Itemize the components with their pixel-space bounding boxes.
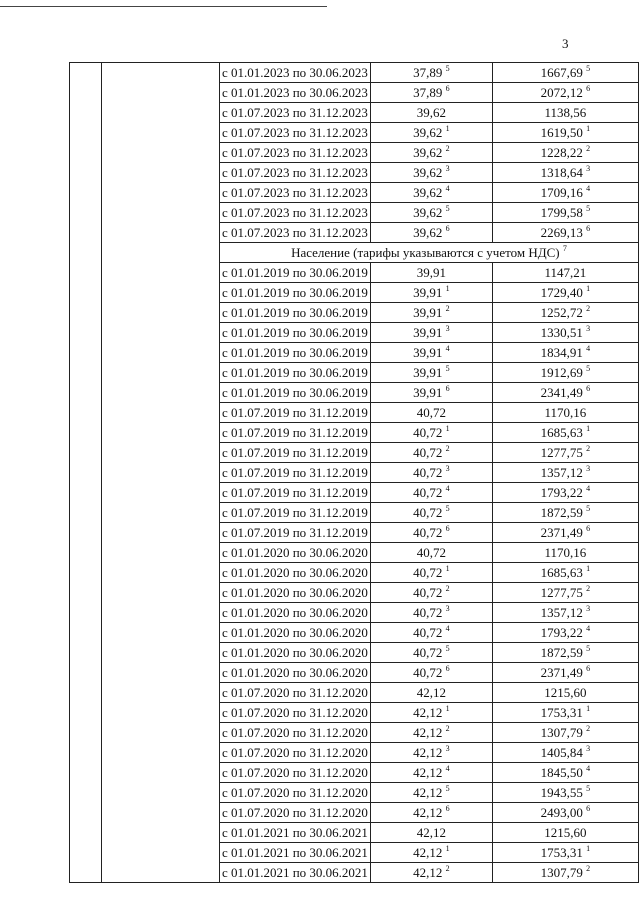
rate-cell bbox=[370, 443, 492, 463]
footnote-marker: 6 bbox=[586, 664, 591, 673]
rate-cell bbox=[370, 803, 492, 823]
rate-cell bbox=[370, 563, 492, 583]
period-cell: с 01.07.2020 по 31.12.2020 bbox=[219, 703, 370, 723]
price-cell-text: 1834,91 bbox=[540, 345, 583, 360]
tariff-table bbox=[69, 62, 639, 883]
rate-cell-text: 39,62 bbox=[413, 125, 443, 140]
rate-cell-text: 40,72 bbox=[413, 525, 443, 540]
rate-cell bbox=[370, 743, 492, 763]
footnote-marker: 6 bbox=[445, 524, 450, 533]
period-cell: с 01.07.2020 по 31.12.2020 bbox=[219, 743, 370, 763]
period-cell: с 01.01.2019 по 30.06.2019 bbox=[219, 303, 370, 323]
footnote-marker: 6 bbox=[445, 224, 450, 233]
rate-cell bbox=[370, 343, 492, 363]
period-cell: с 01.07.2019 по 31.12.2019 bbox=[219, 423, 370, 443]
price-cell bbox=[492, 583, 638, 603]
footnote-marker: 1 bbox=[586, 424, 591, 433]
footnote-marker: 3 bbox=[445, 744, 450, 753]
price-cell bbox=[492, 683, 638, 703]
footnote-marker: 4 bbox=[586, 484, 591, 493]
footnote-marker: 5 bbox=[445, 64, 450, 73]
footnote-marker: 5 bbox=[586, 64, 591, 73]
period-cell: с 01.07.2023 по 31.12.2023 bbox=[219, 143, 370, 163]
price-cell-text: 1357,12 bbox=[540, 605, 583, 620]
footnote-marker: 5 bbox=[445, 504, 450, 513]
rate-cell-text: 39,91 bbox=[413, 325, 443, 340]
rate-cell-text: 40,72 bbox=[413, 565, 443, 580]
price-cell bbox=[492, 743, 638, 763]
price-cell bbox=[492, 163, 638, 183]
empty-column-2 bbox=[102, 63, 220, 883]
rate-cell bbox=[370, 783, 492, 803]
rate-cell-text: 37,89 bbox=[413, 65, 443, 80]
period-cell: с 01.07.2020 по 31.12.2020 bbox=[219, 783, 370, 803]
period-cell: с 01.07.2019 по 31.12.2019 bbox=[219, 403, 370, 423]
footnote-marker: 6 bbox=[586, 84, 591, 93]
footnote-marker: 1 bbox=[445, 564, 450, 573]
footnote-marker: 4 bbox=[445, 764, 450, 773]
price-cell-text: 1277,75 bbox=[540, 585, 583, 600]
period-cell: с 01.01.2019 по 30.06.2019 bbox=[219, 363, 370, 383]
period-cell: с 01.01.2020 по 30.06.2020 bbox=[219, 583, 370, 603]
rate-cell-text: 39,91 bbox=[413, 345, 443, 360]
rate-cell-text: 39,91 bbox=[413, 385, 443, 400]
price-cell bbox=[492, 763, 638, 783]
footnote-marker: 6 bbox=[586, 384, 591, 393]
footnote-marker: 2 bbox=[586, 444, 591, 453]
rate-cell bbox=[370, 203, 492, 223]
rate-cell-text: 39,62 bbox=[416, 105, 446, 120]
rate-cell bbox=[370, 643, 492, 663]
period-cell: с 01.07.2019 по 31.12.2019 bbox=[219, 523, 370, 543]
footnote-marker: 1 bbox=[445, 704, 450, 713]
rate-cell-text: 39,62 bbox=[413, 225, 443, 240]
rate-cell-text: 40,72 bbox=[413, 625, 443, 640]
price-cell bbox=[492, 843, 638, 863]
footnote-marker: 4 bbox=[586, 184, 591, 193]
rate-cell-text: 40,72 bbox=[413, 665, 443, 680]
footnote-marker: 4 bbox=[445, 484, 450, 493]
price-cell-text: 1405,84 bbox=[540, 745, 583, 760]
rate-cell bbox=[370, 543, 492, 563]
price-cell bbox=[492, 303, 638, 323]
rate-cell bbox=[370, 463, 492, 483]
price-cell bbox=[492, 783, 638, 803]
footnote-marker: 6 bbox=[445, 804, 450, 813]
price-cell-text: 2493,00 bbox=[540, 805, 583, 820]
footnote-marker: 5 bbox=[586, 644, 591, 653]
rate-cell bbox=[370, 763, 492, 783]
rate-cell bbox=[370, 183, 492, 203]
rate-cell bbox=[370, 263, 492, 283]
price-cell bbox=[492, 323, 638, 343]
rate-cell-text: 39,62 bbox=[413, 165, 443, 180]
price-cell bbox=[492, 643, 638, 663]
price-cell bbox=[492, 343, 638, 363]
price-cell bbox=[492, 723, 638, 743]
rate-cell-text: 42,12 bbox=[413, 865, 443, 880]
rate-cell-text: 42,12 bbox=[416, 685, 446, 700]
rate-cell bbox=[370, 103, 492, 123]
footnote-marker: 3 bbox=[445, 464, 450, 473]
rate-cell-text: 42,12 bbox=[416, 825, 446, 840]
period-cell: с 01.01.2020 по 30.06.2020 bbox=[219, 623, 370, 643]
rate-cell bbox=[370, 323, 492, 343]
price-cell-text: 1872,59 bbox=[540, 645, 583, 660]
rate-cell-text: 39,91 bbox=[413, 365, 443, 380]
footnote-marker: 3 bbox=[445, 604, 450, 613]
price-cell-text: 1872,59 bbox=[540, 505, 583, 520]
price-cell-text: 1912,69 bbox=[540, 365, 583, 380]
price-cell bbox=[492, 123, 638, 143]
footnote-marker: 6 bbox=[586, 804, 591, 813]
price-cell-text: 1228,22 bbox=[540, 145, 583, 160]
price-cell bbox=[492, 483, 638, 503]
rate-cell-text: 40,72 bbox=[413, 465, 443, 480]
period-cell: с 01.01.2020 по 30.06.2020 bbox=[219, 643, 370, 663]
price-cell-text: 1170,16 bbox=[544, 545, 587, 560]
rate-cell-text: 39,91 bbox=[413, 305, 443, 320]
rate-cell-text: 42,12 bbox=[413, 845, 443, 860]
price-cell bbox=[492, 863, 638, 883]
period-cell: с 01.01.2019 по 30.06.2019 bbox=[219, 263, 370, 283]
footnote-marker: 6 bbox=[445, 84, 450, 93]
price-cell-text: 1318,64 bbox=[540, 165, 583, 180]
period-cell: с 01.07.2023 по 31.12.2023 bbox=[219, 123, 370, 143]
rate-cell bbox=[370, 723, 492, 743]
price-cell-text: 2371,49 bbox=[540, 525, 583, 540]
price-cell-text: 2341,49 bbox=[540, 385, 583, 400]
rate-cell-text: 40,72 bbox=[416, 545, 446, 560]
footnote-marker: 5 bbox=[445, 364, 450, 373]
price-cell bbox=[492, 83, 638, 103]
price-cell-text: 1943,55 bbox=[540, 785, 583, 800]
price-cell-text: 1357,12 bbox=[540, 465, 583, 480]
period-cell: с 01.01.2019 по 30.06.2019 bbox=[219, 343, 370, 363]
period-cell: с 01.01.2023 по 30.06.2023 bbox=[219, 83, 370, 103]
footnote-marker: 2 bbox=[445, 724, 450, 733]
footnote-marker: 2 bbox=[586, 864, 591, 873]
price-cell bbox=[492, 183, 638, 203]
rate-cell bbox=[370, 523, 492, 543]
rate-cell bbox=[370, 483, 492, 503]
price-cell bbox=[492, 103, 638, 123]
price-cell-text: 1307,79 bbox=[540, 725, 583, 740]
rate-cell-text: 40,72 bbox=[413, 645, 443, 660]
rate-cell bbox=[370, 363, 492, 383]
footnote-marker: 3 bbox=[586, 164, 591, 173]
rate-cell bbox=[370, 823, 492, 843]
period-cell: с 01.01.2021 по 30.06.2021 bbox=[219, 863, 370, 883]
period-cell: с 01.07.2020 по 31.12.2020 bbox=[219, 803, 370, 823]
period-cell: с 01.01.2020 по 30.06.2020 bbox=[219, 663, 370, 683]
rate-cell bbox=[370, 123, 492, 143]
price-cell bbox=[492, 383, 638, 403]
price-cell-text: 1307,79 bbox=[540, 865, 583, 880]
rate-cell-text: 39,91 bbox=[413, 285, 443, 300]
rate-cell-text: 42,12 bbox=[413, 805, 443, 820]
footnote-marker: 5 bbox=[586, 504, 591, 513]
period-cell: с 01.07.2023 по 31.12.2023 bbox=[219, 183, 370, 203]
price-cell-text: 1793,22 bbox=[540, 625, 583, 640]
rate-cell bbox=[370, 623, 492, 643]
footnote-marker: 6 bbox=[586, 524, 591, 533]
footnote-marker: 5 bbox=[586, 784, 591, 793]
footnote-marker: 4 bbox=[445, 344, 450, 353]
section-header bbox=[219, 243, 638, 263]
rate-cell bbox=[370, 403, 492, 423]
price-cell bbox=[492, 703, 638, 723]
price-cell-text: 1799,58 bbox=[540, 205, 583, 220]
footnote-marker: 3 bbox=[445, 164, 450, 173]
footnote-marker: 5 bbox=[445, 784, 450, 793]
period-cell: с 01.07.2019 по 31.12.2019 bbox=[219, 503, 370, 523]
rate-cell-text: 39,62 bbox=[413, 145, 443, 160]
period-cell: с 01.01.2021 по 30.06.2021 bbox=[219, 843, 370, 863]
rate-cell-text: 42,12 bbox=[413, 765, 443, 780]
footnote-marker: 2 bbox=[445, 584, 450, 593]
footnote-marker: 6 bbox=[445, 384, 450, 393]
rate-cell-text: 40,72 bbox=[413, 605, 443, 620]
price-cell-text: 1252,72 bbox=[540, 305, 583, 320]
price-cell-text: 1667,69 bbox=[540, 65, 583, 80]
footnote-marker: 2 bbox=[445, 444, 450, 453]
price-cell-text: 1685,63 bbox=[540, 425, 583, 440]
period-cell: с 01.07.2023 по 31.12.2023 bbox=[219, 203, 370, 223]
rate-cell bbox=[370, 383, 492, 403]
footnote-marker: 5 bbox=[445, 204, 450, 213]
rate-cell bbox=[370, 423, 492, 443]
footnote-marker: 1 bbox=[445, 424, 450, 433]
price-cell-text: 1729,40 bbox=[540, 285, 583, 300]
footnote-marker: 1 bbox=[586, 124, 591, 133]
price-cell-text: 2269,13 bbox=[540, 225, 583, 240]
price-cell-text: 1845,50 bbox=[540, 765, 583, 780]
price-cell-text: 2072,12 bbox=[540, 85, 583, 100]
price-cell bbox=[492, 63, 638, 83]
price-cell-text: 1215,60 bbox=[544, 825, 587, 840]
period-cell: с 01.01.2023 по 30.06.2023 bbox=[219, 63, 370, 83]
rate-cell bbox=[370, 503, 492, 523]
footnote-marker: 5 bbox=[586, 364, 591, 373]
footnote-marker: 4 bbox=[445, 624, 450, 633]
period-cell: с 01.01.2019 по 30.06.2019 bbox=[219, 383, 370, 403]
price-cell bbox=[492, 223, 638, 243]
rate-cell-text: 39,91 bbox=[416, 265, 446, 280]
rate-cell bbox=[370, 683, 492, 703]
period-cell: с 01.07.2020 по 31.12.2020 bbox=[219, 723, 370, 743]
footnote-marker: 1 bbox=[445, 124, 450, 133]
rate-cell-text: 40,72 bbox=[413, 425, 443, 440]
price-cell-text: 1793,22 bbox=[540, 485, 583, 500]
footnote-marker: 2 bbox=[586, 584, 591, 593]
footnote-marker: 1 bbox=[586, 844, 591, 853]
price-cell bbox=[492, 283, 638, 303]
rate-cell bbox=[370, 863, 492, 883]
period-cell: с 01.01.2020 по 30.06.2020 bbox=[219, 543, 370, 563]
price-cell bbox=[492, 803, 638, 823]
rate-cell-text: 42,12 bbox=[413, 745, 443, 760]
rate-cell-text: 42,12 bbox=[413, 705, 443, 720]
price-cell bbox=[492, 263, 638, 283]
price-cell-text: 1277,75 bbox=[540, 445, 583, 460]
footnote-marker: 1 bbox=[586, 564, 591, 573]
period-cell: с 01.01.2019 по 30.06.2019 bbox=[219, 323, 370, 343]
period-cell: с 01.01.2021 по 30.06.2021 bbox=[219, 823, 370, 843]
rate-cell bbox=[370, 583, 492, 603]
period-cell: с 01.01.2019 по 30.06.2019 bbox=[219, 283, 370, 303]
footnote-marker: 3 bbox=[586, 464, 591, 473]
price-cell bbox=[492, 403, 638, 423]
rate-cell bbox=[370, 143, 492, 163]
rate-cell-text: 39,62 bbox=[413, 205, 443, 220]
rate-cell bbox=[370, 283, 492, 303]
price-cell-text: 1138,56 bbox=[544, 105, 587, 120]
period-cell: с 01.07.2020 по 31.12.2020 bbox=[219, 683, 370, 703]
rate-cell bbox=[370, 83, 492, 103]
price-cell-text: 1330,51 bbox=[540, 325, 583, 340]
footnote-marker: 1 bbox=[586, 284, 591, 293]
price-cell bbox=[492, 443, 638, 463]
footnote-marker: 5 bbox=[445, 644, 450, 653]
period-cell: с 01.07.2020 по 31.12.2020 bbox=[219, 763, 370, 783]
price-cell bbox=[492, 563, 638, 583]
footnote-marker: 4 bbox=[445, 184, 450, 193]
rate-cell-text: 40,72 bbox=[413, 485, 443, 500]
price-cell bbox=[492, 543, 638, 563]
footnote-marker: 3 bbox=[586, 744, 591, 753]
footnote-marker: 1 bbox=[445, 284, 450, 293]
price-cell bbox=[492, 603, 638, 623]
rate-cell-text: 37,89 bbox=[413, 85, 443, 100]
rate-cell-text: 40,72 bbox=[413, 585, 443, 600]
price-cell bbox=[492, 463, 638, 483]
price-cell-text: 1709,16 bbox=[540, 185, 583, 200]
footnote-marker: 4 bbox=[586, 624, 591, 633]
period-cell: с 01.07.2023 по 31.12.2023 bbox=[219, 223, 370, 243]
rate-cell bbox=[370, 223, 492, 243]
price-cell-text: 1170,16 bbox=[544, 405, 587, 420]
footnote-marker: 2 bbox=[586, 144, 591, 153]
footnote-marker: 2 bbox=[445, 864, 450, 873]
price-cell-text: 1685,63 bbox=[540, 565, 583, 580]
rate-cell bbox=[370, 603, 492, 623]
period-cell: с 01.07.2023 по 31.12.2023 bbox=[219, 103, 370, 123]
footnote-marker: 7 bbox=[562, 244, 567, 253]
rate-cell-text: 40,72 bbox=[416, 405, 446, 420]
price-cell bbox=[492, 623, 638, 643]
price-cell bbox=[492, 823, 638, 843]
footnote-marker: 1 bbox=[445, 844, 450, 853]
rate-cell bbox=[370, 843, 492, 863]
footnote-marker: 3 bbox=[445, 324, 450, 333]
price-cell-text: 1753,31 bbox=[540, 705, 583, 720]
footnote-marker: 3 bbox=[586, 604, 591, 613]
top-rule bbox=[0, 6, 327, 7]
period-cell: с 01.07.2019 по 31.12.2019 bbox=[219, 463, 370, 483]
footnote-marker: 1 bbox=[586, 704, 591, 713]
footnote-marker: 6 bbox=[445, 664, 450, 673]
rate-cell bbox=[370, 303, 492, 323]
price-cell bbox=[492, 203, 638, 223]
rate-cell-text: 39,62 bbox=[413, 185, 443, 200]
price-cell bbox=[492, 503, 638, 523]
rate-cell-text: 42,12 bbox=[413, 785, 443, 800]
period-cell: с 01.01.2020 по 30.06.2020 bbox=[219, 563, 370, 583]
footnote-marker: 2 bbox=[586, 724, 591, 733]
price-cell bbox=[492, 143, 638, 163]
rate-cell bbox=[370, 703, 492, 723]
footnote-marker: 2 bbox=[445, 144, 450, 153]
price-cell bbox=[492, 363, 638, 383]
empty-column-1 bbox=[70, 63, 102, 883]
price-cell-text: 1753,31 bbox=[540, 845, 583, 860]
table-row bbox=[70, 63, 639, 83]
rate-cell-text: 40,72 bbox=[413, 505, 443, 520]
period-cell: с 01.07.2023 по 31.12.2023 bbox=[219, 163, 370, 183]
price-cell-text: 2371,49 bbox=[540, 665, 583, 680]
price-cell-text: 1215,60 bbox=[544, 685, 587, 700]
rate-cell bbox=[370, 63, 492, 83]
price-cell bbox=[492, 523, 638, 543]
footnote-marker: 4 bbox=[586, 764, 591, 773]
rate-cell bbox=[370, 163, 492, 183]
rate-cell bbox=[370, 663, 492, 683]
price-cell bbox=[492, 663, 638, 683]
price-cell-text: 1147,21 bbox=[544, 265, 587, 280]
footnote-marker: 3 bbox=[586, 324, 591, 333]
period-cell: с 01.07.2019 по 31.12.2019 bbox=[219, 483, 370, 503]
section-header-text: Население (тарифы указываются с учетом НДС) bbox=[291, 245, 560, 260]
period-cell: с 01.07.2019 по 31.12.2019 bbox=[219, 443, 370, 463]
price-cell bbox=[492, 423, 638, 443]
price-cell-text: 1619,50 bbox=[540, 125, 583, 140]
rate-cell-text: 40,72 bbox=[413, 445, 443, 460]
period-cell: с 01.01.2020 по 30.06.2020 bbox=[219, 603, 370, 623]
footnote-marker: 5 bbox=[586, 204, 591, 213]
rate-cell-text: 42,12 bbox=[413, 725, 443, 740]
page-number: 3 bbox=[562, 36, 569, 51]
footnote-marker: 2 bbox=[445, 304, 450, 313]
footnote-marker: 6 bbox=[586, 224, 591, 233]
footnote-marker: 4 bbox=[586, 344, 591, 353]
footnote-marker: 2 bbox=[586, 304, 591, 313]
